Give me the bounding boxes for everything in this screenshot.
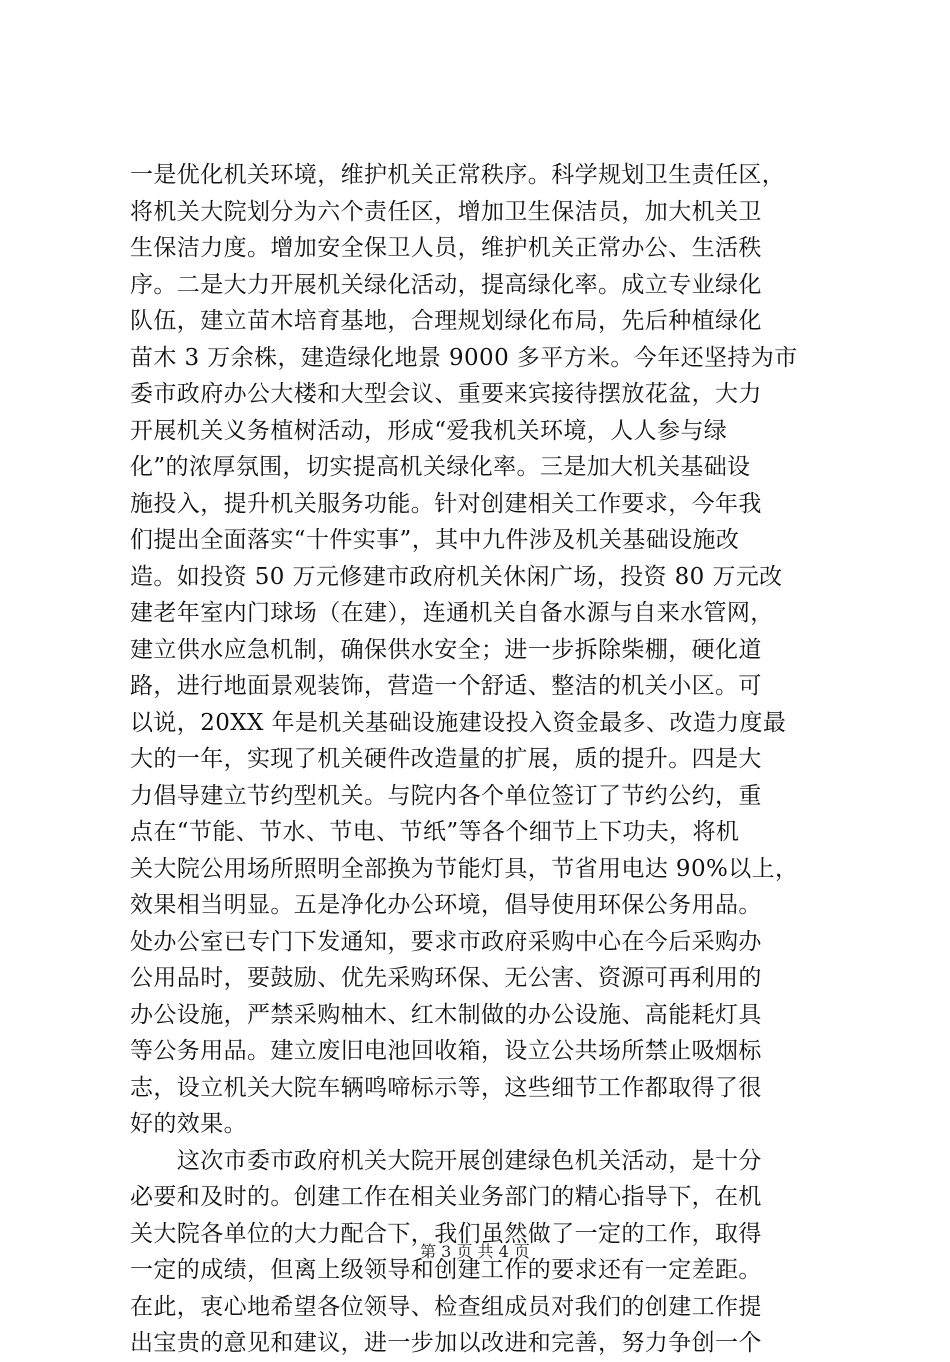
page-number-footer: 第 3 页 共 4 页 — [420, 1242, 530, 1261]
text-line: 造。如投资 50 万元修建市政府机关休闲广场，投资 80 万元改 — [130, 563, 783, 590]
text-line: 路，进行地面景观装饰，营造一个舒适、整洁的机关小区。可 — [130, 673, 762, 699]
text-line: 点在“节能、节水、节电、节纸”等各个细节上下功夫，将机 — [130, 819, 740, 845]
text-line: 建立供水应急机制，确保供水安全；进一步拆除柴棚，硬化道 — [130, 636, 762, 663]
text-line: 关大院各单位的大力配合下，我们虽然做了一定的工作，取得 — [130, 1220, 762, 1247]
text-line: 好的效果。 — [130, 1111, 247, 1137]
text-line: 开展机关义务植树活动，形成“爱我机关环境，人人参与绿 — [130, 417, 728, 444]
text-line: 生保洁力度。增加安全保卫人员，维护机关正常办公、生活秩 — [130, 235, 762, 261]
text-line: 办公设施，严禁采购柚木、红木制做的办公设施、高能耗灯具 — [130, 1001, 762, 1028]
text-line: 苗木 3 万余株，建造绿化地景 9000 多平方米。今年还坚持为市 — [130, 344, 798, 371]
body-text — [130, 157, 830, 1362]
text-line: 效果相当明显。五是净化办公环境，倡导使用环保公务用品。 — [130, 892, 762, 918]
text-line: 处办公室已专门下发通知，要求市政府采购中心在今后采购办 — [130, 928, 762, 955]
text-line: 委市政府办公大楼和大型会议、重要来宾接待摆放花盆，大力 — [130, 381, 762, 407]
text-line: 一是优化机关环境，维护机关正常秩序。科学规划卫生责任区， — [130, 162, 786, 188]
text-line: 序。二是大力开展机关绿化活动，提高绿化率。成立专业绿化 — [130, 271, 762, 298]
text-line: 力倡导建立节约型机关。与院内各个单位签订了节约公约，重 — [130, 782, 762, 809]
text-line: 以说，20XX 年是机关基础设施建设投入资金最多、改造力度最 — [130, 709, 787, 736]
text-line: 关大院公用场所照明全部换为节能灯具，节省用电达 90%以上， — [130, 855, 799, 882]
text-line: 志，设立机关大院车辆鸣啼标示等，这些细节工作都取得了很 — [130, 1074, 762, 1101]
text-line: 这次市委市政府机关大院开展创建绿色机关活动，是十分 — [130, 1147, 762, 1174]
text-line: 出宝贵的意见和建议，进一步加以改进和完善，努力争创一个 — [130, 1330, 762, 1356]
text-line: 公用品时，要鼓励、优先采购环保、无公害、资源可再利用的 — [130, 965, 762, 991]
text-line: 在此，衷心地希望各位领导、检查组成员对我们的创建工作提 — [130, 1293, 762, 1320]
text-line: 等公务用品。建立废旧电池回收箱，设立公共场所禁止吸烟标 — [130, 1038, 762, 1064]
text-line: 化”的浓厚氛围，切实提高机关绿化率。三是加大机关基础设 — [130, 454, 751, 480]
text-line: 一定的成绩，但离上级领导和创建工作的要求还有一定差距。 — [130, 1257, 762, 1283]
text-line: 建老年室内门球场（在建），连通机关自备水源与自来水管网， — [130, 600, 774, 626]
text-line: 大的一年，实现了机关硬件改造量的扩展，质的提升。四是大 — [130, 746, 762, 772]
text-line: 施投入，提升机关服务功能。针对创建相关工作要求，今年我 — [130, 490, 762, 517]
text-line: 们提出全面落实“十件实事”，其中九件涉及机关基础设施改 — [130, 527, 740, 553]
text-line: 将机关大院划分为六个责任区，增加卫生保洁员，加大机关卫 — [130, 198, 762, 225]
text-line: 必要和及时的。创建工作在相关业务部门的精心指导下，在机 — [130, 1184, 762, 1210]
text-line: 队伍，建立苗木培育基地，合理规划绿化布局，先后种植绿化 — [130, 308, 762, 334]
